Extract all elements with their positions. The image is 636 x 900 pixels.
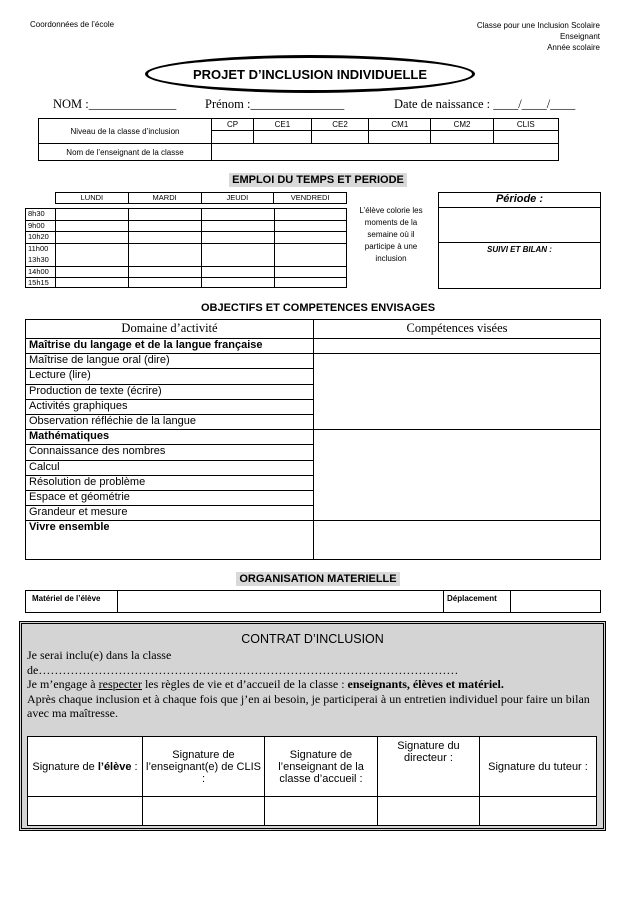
- signature-cell[interactable]: [480, 797, 597, 826]
- time-label: 10h20: [28, 232, 49, 241]
- schedule-heading: EMPLOI DU TEMPS ET PERIODE: [229, 173, 407, 187]
- list-item: Activités graphiques: [26, 400, 313, 415]
- objectives-heading: OBJECTIFS ET COMPETENCES ENVISAGES: [200, 302, 436, 314]
- sig-classe-label: Signature de l’enseignant de la classe d’accueil :: [265, 737, 378, 797]
- sig-directeur-label: Signature du directeur :: [378, 737, 480, 797]
- school-coordinates: Coordonnées de l’école: [30, 20, 115, 29]
- list-item: Lecture (lire): [26, 369, 313, 384]
- header-right-2: Enseignant: [559, 32, 600, 41]
- signature-cell[interactable]: [143, 797, 265, 826]
- contract-line-3: Je m’engage à respecter les règles de vie et d’accueil de la classe : enseignants, élèves et matériel.: [27, 677, 504, 691]
- time-label: 9h00: [28, 221, 45, 230]
- signature-table: [27, 736, 597, 826]
- list-item: Connaissance des nombres: [26, 445, 313, 460]
- list-item: Maîtrise du langage et de la langue française: [26, 339, 313, 354]
- list-item: Grandeur et mesure: [26, 506, 313, 521]
- schedule-note: L’élève colorie les moments de la semaine où il participe à une inclusion: [359, 206, 423, 263]
- teacher-name-field[interactable]: [212, 144, 559, 161]
- deplacement-label: Déplacement: [447, 594, 497, 603]
- header-right: [477, 20, 600, 53]
- materiel-label: Matériel de l’élève: [32, 594, 101, 603]
- day-jeudi: JEUDI: [202, 193, 275, 203]
- prenom-field[interactable]: Prénom :_______________: [205, 97, 345, 111]
- list-item: Vivre ensemble: [29, 521, 110, 534]
- level-cell[interactable]: [254, 131, 312, 144]
- list-item: Espace et géométrie: [26, 491, 313, 506]
- domain-list: [26, 339, 313, 559]
- objectives-heading-wrap: [0, 298, 636, 316]
- sig-ens-clis-label: Signature de l’enseignant(e) de CLIS :: [143, 737, 265, 797]
- deplacement-field[interactable]: [511, 591, 600, 612]
- level-label: Niveau de la classe d’inclusion: [39, 119, 212, 144]
- title-ellipse: [145, 55, 475, 93]
- birthdate-field[interactable]: Date de naissance : ____/____/____: [394, 97, 576, 111]
- contract-title: CONTRAT D’INCLUSION: [241, 632, 384, 646]
- level-ce2: CE2: [311, 119, 369, 131]
- level-cm2: CM2: [431, 119, 493, 131]
- sig-eleve-label: Signature de l’élève :: [28, 737, 143, 797]
- level-cell[interactable]: [369, 131, 431, 144]
- list-item: Maîtrise de langue oral (dire): [26, 354, 313, 369]
- signature-cell[interactable]: [378, 797, 480, 826]
- list-item: Résolution de problème: [26, 476, 313, 491]
- list-item: Observation réfléchie de la langue: [26, 415, 313, 430]
- days-header: [55, 192, 347, 204]
- suivi-label: SUIVI ET BILAN :: [487, 245, 552, 254]
- list-item: Calcul: [26, 461, 313, 476]
- level-cell[interactable]: [431, 131, 493, 144]
- contract-line-1: Je serai inclu(e) dans la classe: [27, 648, 172, 662]
- periode-label: Période :: [439, 193, 600, 208]
- contract-line-2[interactable]: de……………………………………………………………………………………………: [27, 662, 459, 677]
- time-label: 8h30: [28, 209, 45, 218]
- schedule-heading-wrap: [0, 170, 636, 188]
- level-cm1: CM1: [369, 119, 431, 131]
- contract-line-4: Après chaque inclusion et à chaque fois que j’en ai besoin, je participerai à un entretien individuel pour faire un bilan avec ma maîtresse.: [27, 691, 590, 720]
- level-cell[interactable]: [212, 131, 254, 144]
- day-lundi: LUNDI: [56, 193, 129, 203]
- level-clis: CLIS: [493, 119, 558, 131]
- domain-header: Domaine d’activité: [121, 321, 218, 335]
- list-item: Mathématiques: [26, 430, 313, 445]
- level-cell[interactable]: [493, 131, 558, 144]
- schedule-grid: [25, 192, 347, 289]
- signature-cell[interactable]: [265, 797, 378, 826]
- sig-tuteur-label: Signature du tuteur :: [480, 737, 597, 797]
- level-ce1: CE1: [254, 119, 312, 131]
- nom-field[interactable]: NOM :______________: [53, 97, 177, 111]
- level-cp: CP: [212, 119, 254, 131]
- materiel-heading-wrap: [0, 569, 636, 587]
- time-label: 15h15: [28, 278, 49, 287]
- teacher-label: Nom de l’enseignant de la classe: [39, 144, 212, 161]
- day-vendredi: VENDREDI: [290, 193, 330, 202]
- materiel-field[interactable]: [118, 591, 443, 612]
- header-right-1: Classe pour une Inclusion Scolaire: [476, 21, 600, 30]
- header-right-3: Année scolaire: [547, 43, 600, 52]
- signature-cell[interactable]: [28, 797, 143, 826]
- list-item: Production de texte (écrire): [26, 385, 313, 400]
- materiel-heading: ORGANISATION MATERIELLE: [236, 572, 399, 586]
- contract-text: [27, 648, 602, 721]
- time-label: 14h00: [28, 267, 49, 276]
- competences-header: Compétences visées: [406, 321, 508, 335]
- page-title: PROJET D’INCLUSION INDIVIDUELLE: [192, 66, 428, 82]
- contract-box: [19, 621, 606, 831]
- materiel-row: [25, 590, 601, 613]
- day-mardi: MARDI: [129, 193, 202, 203]
- objectives-table: [25, 319, 601, 560]
- time-label: 11h00: [28, 244, 49, 253]
- level-table: [38, 118, 559, 161]
- periode-box[interactable]: [438, 192, 601, 289]
- level-cell[interactable]: [311, 131, 369, 144]
- time-label: 13h30: [28, 255, 49, 264]
